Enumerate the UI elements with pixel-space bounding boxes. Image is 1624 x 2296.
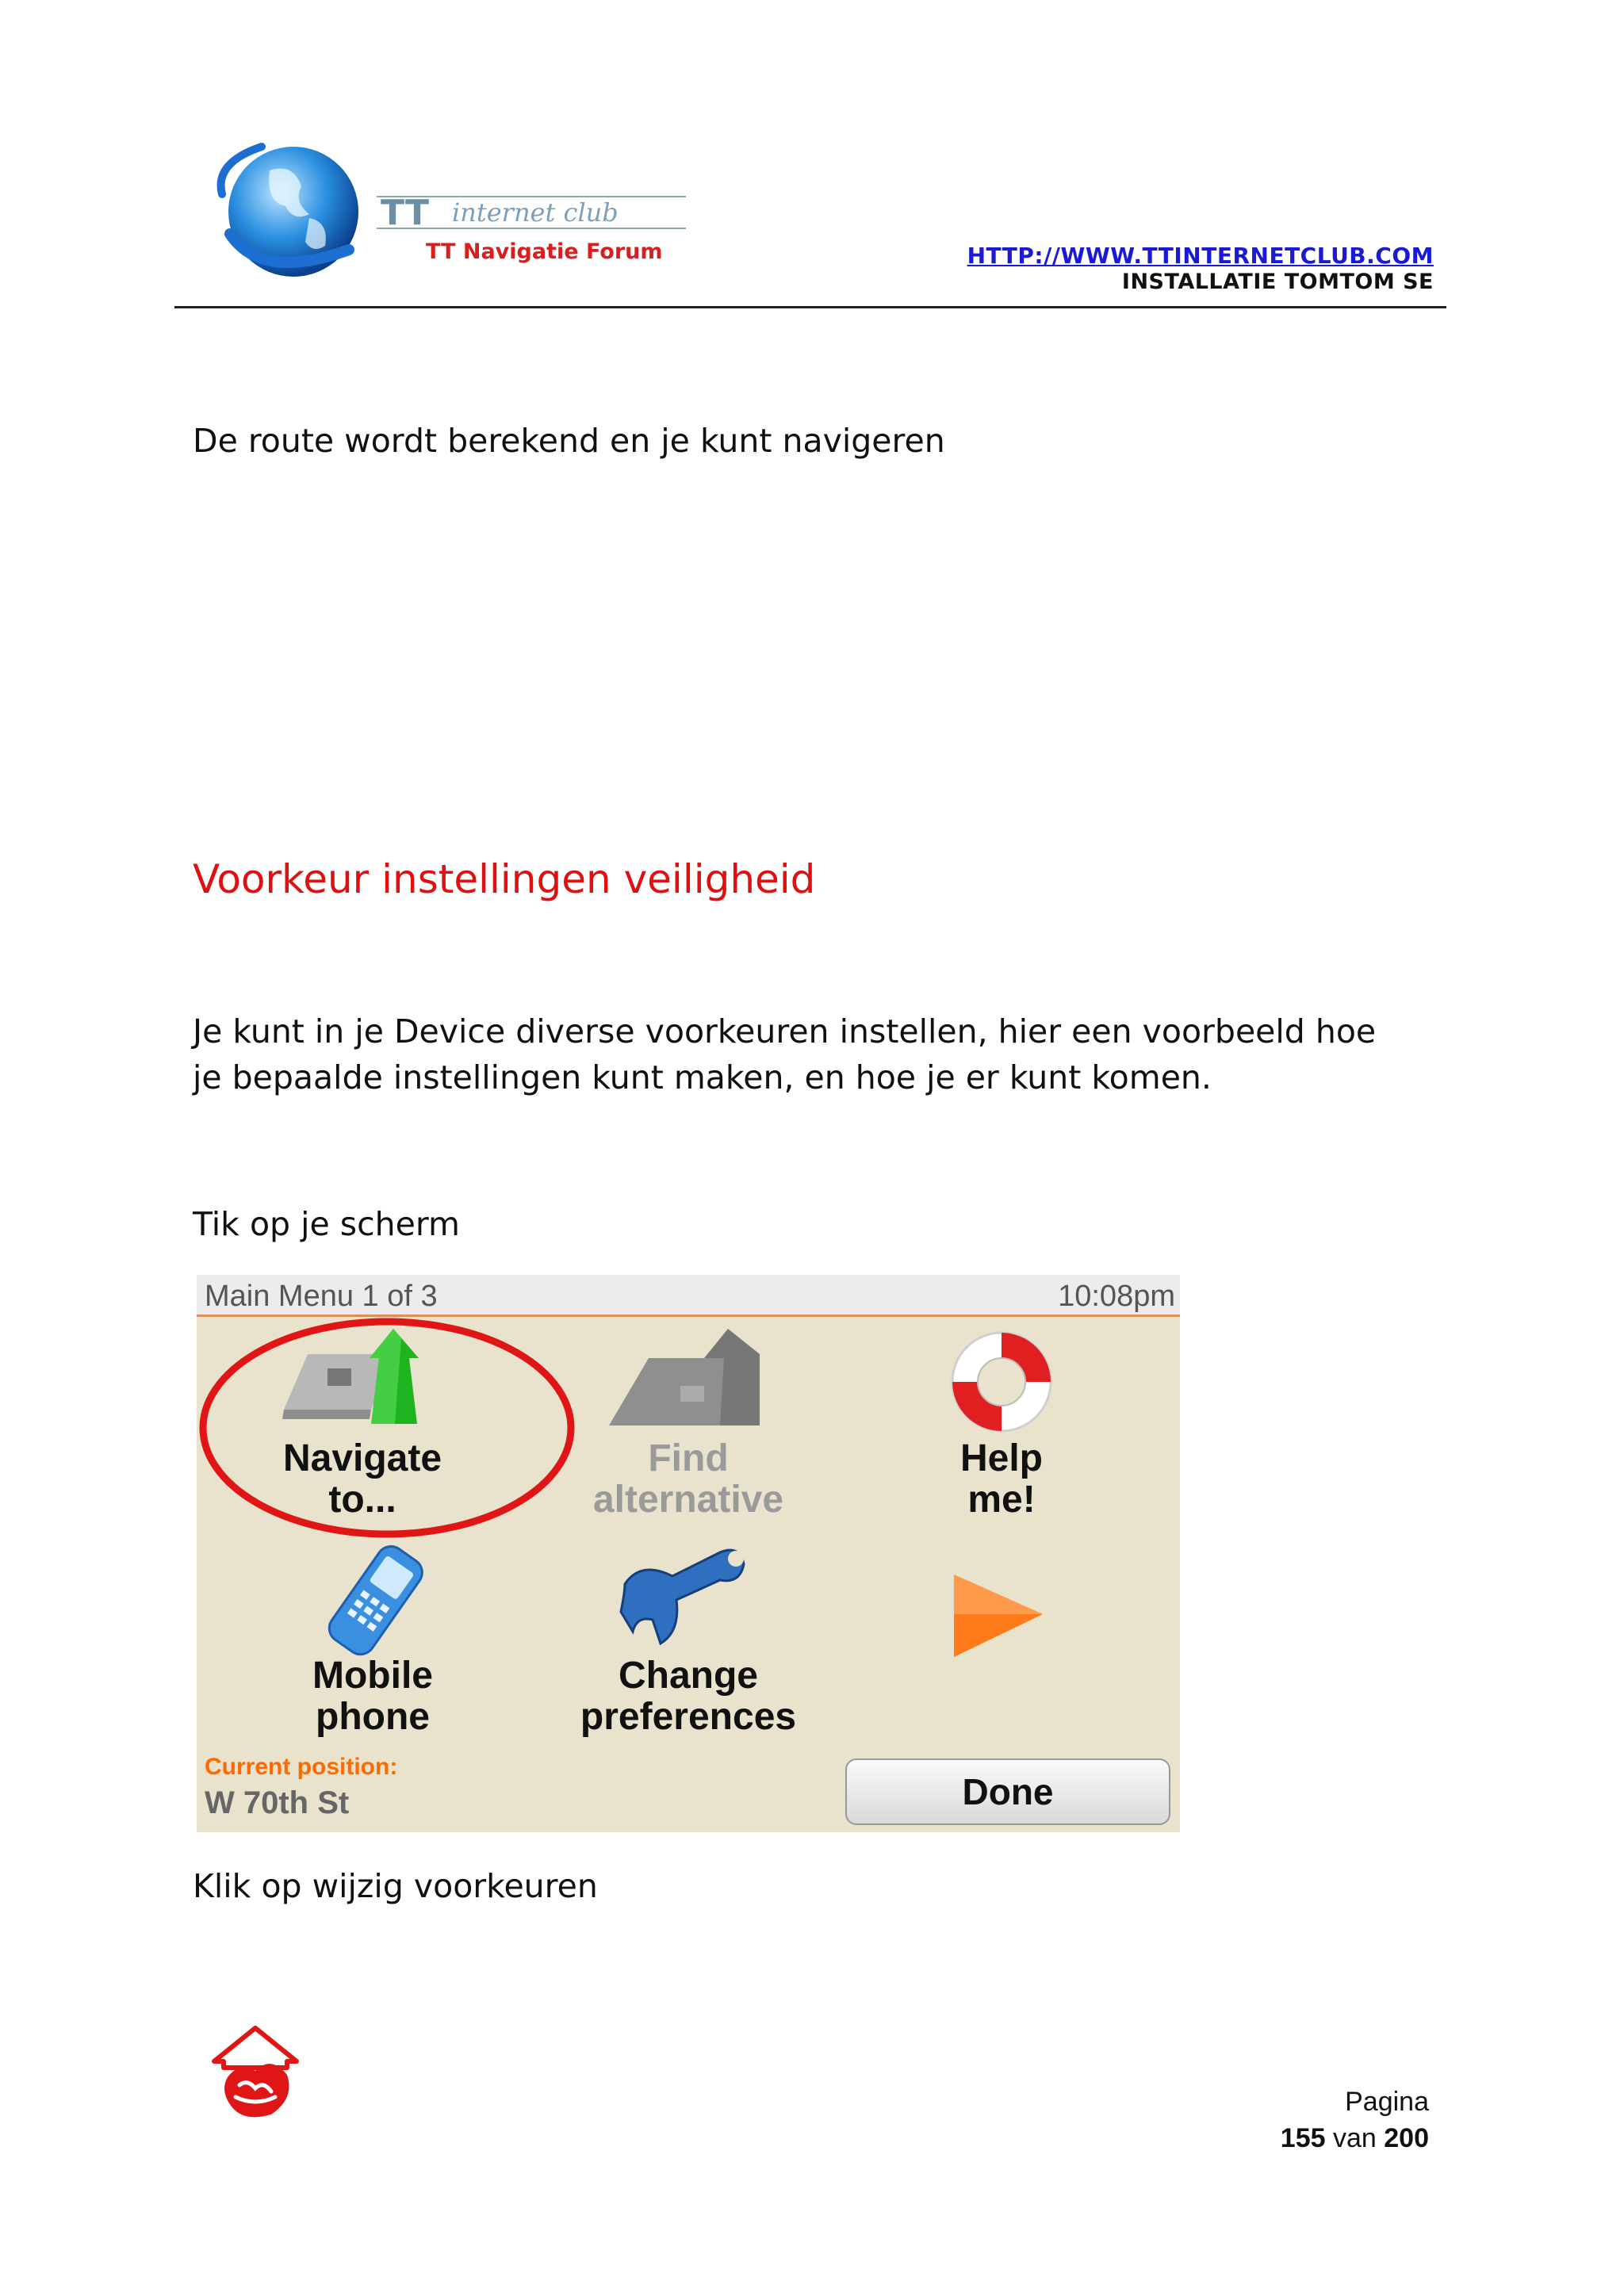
page-total: 200 [1384,2123,1429,2153]
next-page-arrow-icon[interactable] [946,1568,1049,1663]
svg-text:TT: TT [381,193,430,233]
home-icon[interactable] [208,2022,303,2125]
paragraph-intro-line2: je bepaalde instellingen kunt maken, en hoe je er kunt komen. [193,1058,1212,1096]
site-url-link[interactable]: HTTP://WWW.TTINTERNETCLUB.COM [967,243,1434,269]
paragraph-intro-line1: Je kunt in je Device diverse voorkeuren instellen, hier een voorbeeld hoe [193,1012,1377,1050]
header-divider [174,306,1446,308]
document-subtitle: INSTALLATIE TOMTOM SE [1121,270,1434,294]
page-label: Pagina [1345,2087,1429,2117]
current-position-value: W 70th St [205,1785,350,1820]
mobile-phone-icon[interactable] [316,1536,435,1663]
wrench-icon[interactable] [617,1536,760,1655]
help-me-label[interactable]: Help me! [959,1437,1043,1521]
navigate-to-label[interactable]: Navigate to... [282,1437,442,1521]
device-screenshot [197,1275,1180,1832]
mobile-phone-label[interactable]: Mobile phone [312,1655,433,1738]
page-current: 155 [1280,2123,1326,2153]
lifebuoy-icon[interactable] [942,1322,1061,1441]
highlight-circle [197,1313,577,1551]
paragraph-click-preferences: Klik op wijzig voorkeuren [193,1867,598,1905]
svg-text:internet club: internet club [452,197,619,228]
done-button[interactable]: Done [845,1758,1170,1825]
site-logo [214,139,690,289]
section-heading: Voorkeur instellingen veiligheid [193,856,816,902]
page-of: van [1332,2123,1377,2153]
current-position-label: Current position: [205,1754,398,1780]
logo-subtitle: TT Navigatie Forum [426,239,663,264]
device-clock: 10:08pm [1058,1280,1175,1313]
page-number [1281,2123,1429,2154]
change-preferences-label[interactable]: Change preferences [580,1655,797,1738]
find-alternative-icon[interactable] [601,1322,791,1441]
paragraph-tap-screen: Tik op je scherm [193,1205,460,1243]
device-menu-title: Main Menu 1 of 3 [205,1280,438,1313]
find-alternative-label[interactable]: Find alternative [592,1437,784,1521]
device-status-bar [197,1275,1180,1317]
paragraph-route: De route wordt berekend en je kunt navigeren [193,422,945,460]
